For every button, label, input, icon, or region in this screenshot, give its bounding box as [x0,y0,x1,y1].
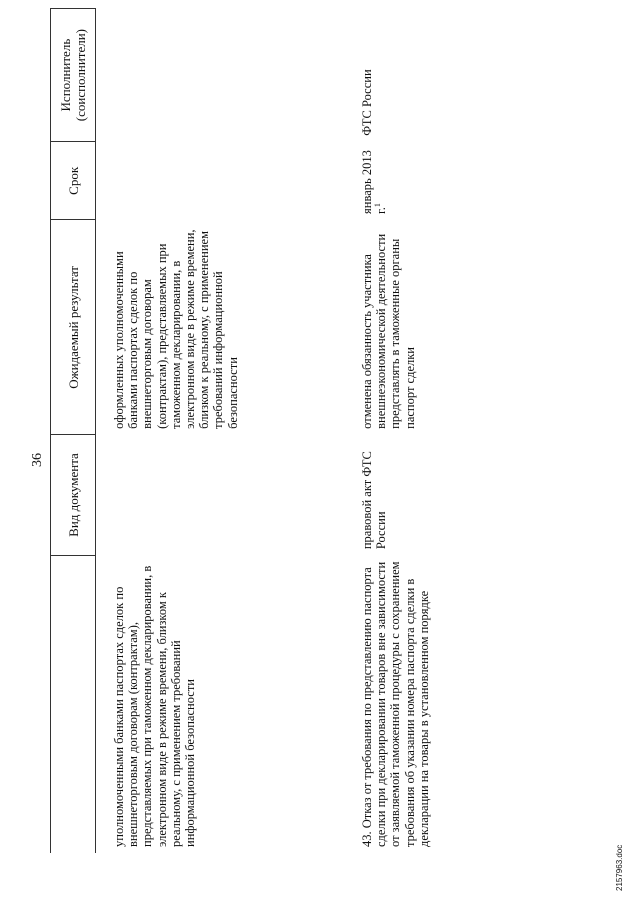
table-row [96,9,361,854]
cell-term [96,142,361,220]
header-doc-type: Вид документа [51,435,96,555]
header-term: Срок [51,142,96,220]
page-number: 36 [30,453,45,467]
cell-event: 43. Отказ от требования по представлению паспорта сделки при декларировании товаров вне зависимости от заявляемой таможенной процедуры с сохранением требования об указании номера паспорта сделки в декларации на товары в установленном порядке [360,561,431,847]
header-event [51,555,96,853]
cell-result: оформленных уполномоченными банками паспортах сделок по внешнеторговым договорам (контрактам), представляемых при таможенном декларировании, в электронном виде в режиме времени, близком к реальному, с применением требований информационной безопасности [112,229,240,429]
term-text: январь 2013 г. [360,150,389,214]
file-name-footer: 2157963.doc [615,844,624,891]
table-header-row [51,9,96,854]
cell-executor: ФТС России [360,69,374,136]
table-row [360,9,431,854]
header-executor: Исполнитель (соисполнители) [51,9,96,142]
cell-term [360,142,431,220]
cell-doc-type: правовой акт ФТС России [360,451,389,550]
header-result: Ожидаемый результат [51,220,96,435]
cell-doc-type [96,435,361,555]
cell-executor [96,9,361,142]
footnote-mark: 1 [373,203,383,208]
cell-event: уполномоченными банками паспортах сделок по внешнеторговым договорам (контрактам), представляемых при таможенном декларировании, в электронном виде в режиме времени, близком к реальному, с применением требований информационной безопасности [112,565,198,847]
cell-result: отменена обязанность участника внешнеэкономической деятельности представлять в таможенные органы паспорт сделки [360,233,417,429]
action-plan-table [50,8,431,853]
